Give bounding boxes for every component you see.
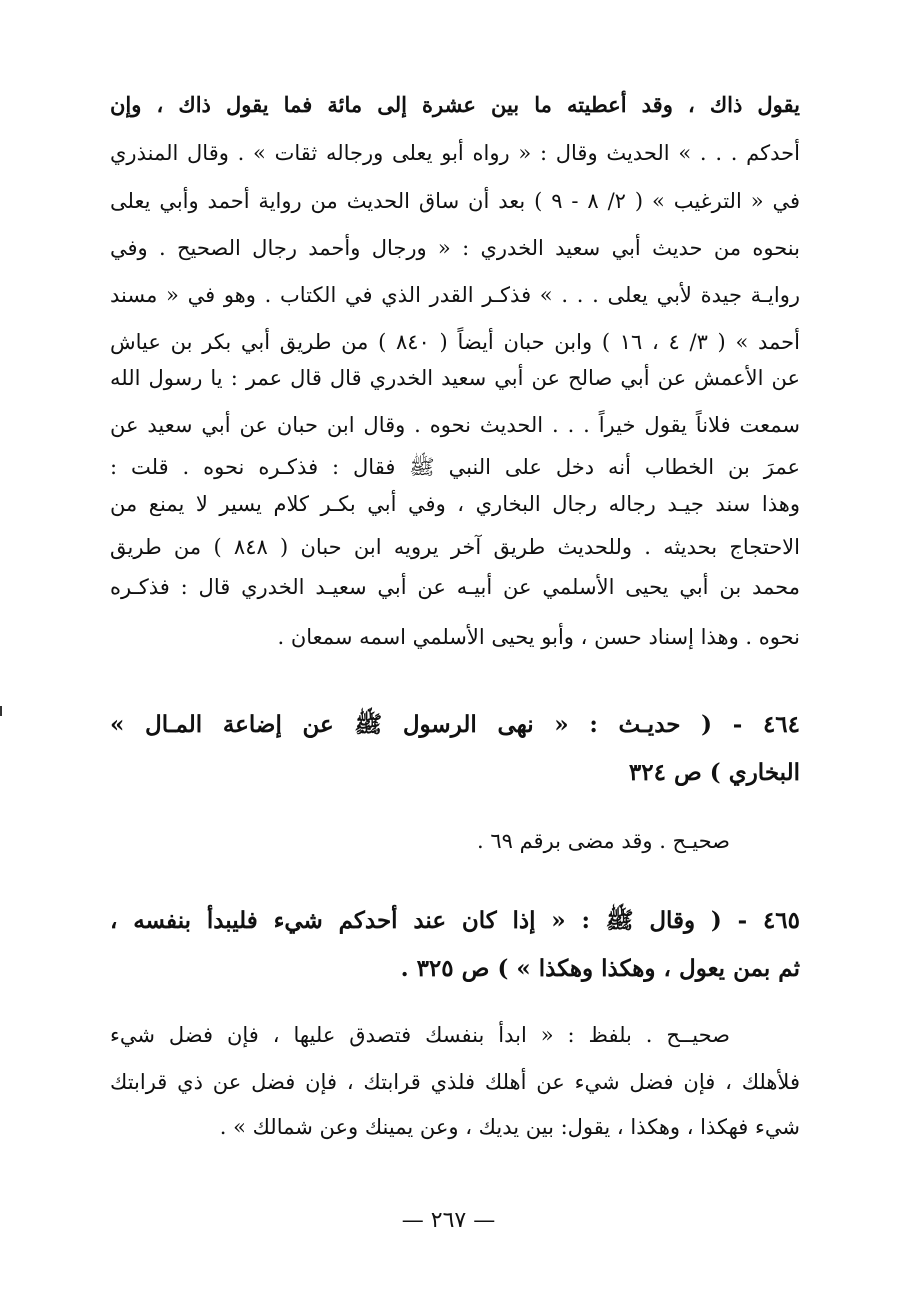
- text-line: أحدكم . . . » الحديث وقال : « رواه أبو يعلى ورجاله ثقات » . وقال المنذري: [110, 141, 800, 165]
- text-line: صحيــح . بلفظ : « ابدأ بنفسك فتصدق عليها ، فإن فضل شيء: [110, 1023, 730, 1047]
- text-line: سمعت فلاناً يقول خيراً . . . الحديث نحوه . وقال ابن حبان عن أبي سعيد عن: [110, 413, 800, 437]
- hadith-464-heading: ٤٦٤ - ( حديـث : « نهى الرسول ﷺ عن إضاعة المـال »: [110, 711, 800, 738]
- text-line: فلأهلك ، فإن فضل شيء عن أهلك فلذي قرابتك ، فإن فضل عن ذي قرابتك: [110, 1070, 800, 1094]
- hadith-464-grading: صحيـح . وقد مضى برقم ٦٩ .: [476, 829, 730, 853]
- scan-edge-mark: [0, 706, 2, 716]
- text-line: يقول ذاك ، وقد أعطيته ما بين عشرة إلى مائة فما يقول ذاك ، وإن: [110, 92, 800, 117]
- hadith-465-source: ثم بمن يعول ، وهكذا وهكذا » ) ص ٣٢٥ .: [400, 955, 800, 982]
- text-line: وهذا سند جيـد رجاله رجال البخاري ، وفي أبي بكـر كلام يسير لا يمنع من: [110, 492, 800, 516]
- page-number: — ٢٦٧ —: [401, 1208, 496, 1233]
- text-line: أحمد » ( ٣/ ٤ ، ١٦ ) وابن حبان أيضاً ( ٨٤٠ ) من طريق أبي بكر بن عياش: [110, 330, 800, 354]
- text-line: نحوه . وهذا إسناد حسن ، وأبو يحيى الأسلمي اسمه سمعان .: [277, 625, 800, 649]
- text-line: محمد بن أبي يحيى الأسلمي عن أبيـه عن أبي سعيـد الخدري قال : فذكـره: [110, 575, 800, 599]
- hadith-465-heading: ٤٦٥ - ( وقال ﷺ : « إذا كان عند أحدكم شيء فليبدأ بنفسه ،: [110, 907, 800, 934]
- text-line: عمرَ بن الخطاب أنه دخل على النبي ﷺ فقال : فذكـره نحوه . قلت :: [110, 455, 800, 479]
- text-line: بنحوه من حديث أبي سعيد الخدري : « ورجال وأحمد رجال الصحيح . وفي: [110, 236, 800, 260]
- hadith-464-source: البخاري ) ص ٣٢٤: [628, 759, 800, 786]
- text-line: الاحتجاج بحديثه . وللحديث طريق آخر يرويه ابن حبان ( ٨٤٨ ) من طريق: [110, 535, 800, 559]
- text-line: في « الترغيب » ( ٢/ ٨ - ٩ ) بعد أن ساق الحديث من رواية أحمد وأبي يعلى: [110, 189, 800, 213]
- text-line: شيء فهكذا ، وهكذا ، يقول: بين يديك ، وعن يمينك وعن شمالك » .: [219, 1115, 800, 1139]
- text-line: عن الأعمش عن أبي صالح عن أبي سعيد الخدري قال قال عمر : يا رسول الله: [110, 366, 800, 390]
- text-line: روايـة جيدة لأبي يعلى . . . » فذكـر القدر الذي في الكتاب . وهو في « مسند: [110, 283, 800, 307]
